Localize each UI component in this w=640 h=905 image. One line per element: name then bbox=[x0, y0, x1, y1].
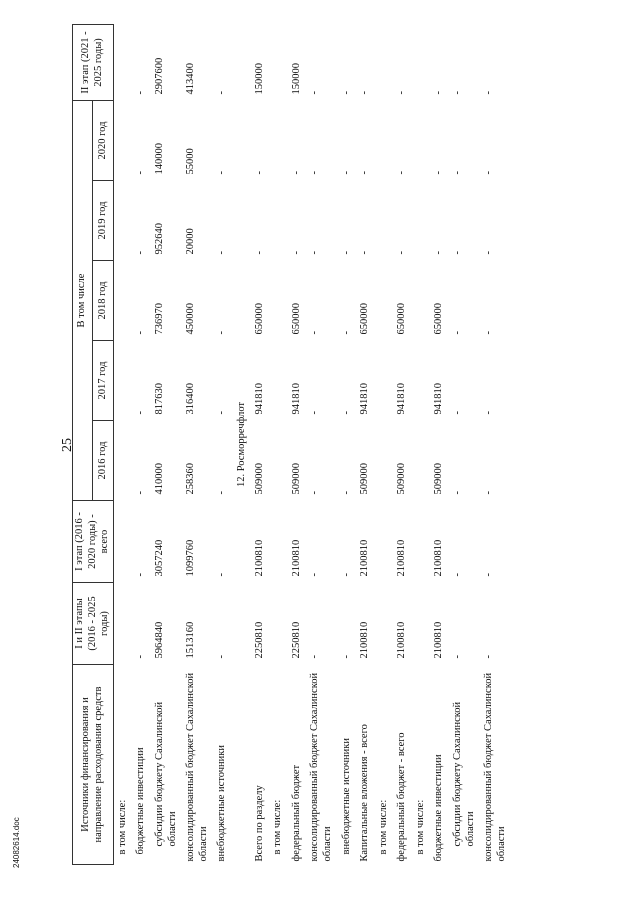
table-row bbox=[269, 25, 288, 865]
value-cell bbox=[375, 421, 394, 501]
value-cell bbox=[412, 101, 431, 181]
value-cell: 941810 bbox=[433, 383, 445, 415]
value-cell: - bbox=[309, 655, 321, 659]
value-cell: - bbox=[309, 573, 321, 577]
value-cell: 650000 bbox=[253, 303, 265, 335]
value-cell: 2100810 bbox=[433, 539, 445, 577]
row-label: субсидии бюджету Сахалинской области bbox=[452, 701, 476, 847]
value-cell: 150000 bbox=[290, 63, 302, 95]
value-cell: 2100810 bbox=[359, 539, 371, 577]
value-cell: - bbox=[216, 171, 228, 175]
value-cell: - bbox=[340, 331, 352, 335]
row-label: консолидированный бюджет Сахалинской области bbox=[309, 672, 333, 862]
value-cell: - bbox=[309, 411, 321, 415]
value-cell: - bbox=[135, 331, 147, 335]
value-cell: 2100810 bbox=[396, 539, 408, 577]
value-cell: - bbox=[309, 331, 321, 335]
value-cell: - bbox=[340, 573, 352, 577]
value-cell bbox=[269, 583, 288, 665]
value-cell bbox=[375, 501, 394, 583]
header-total: I и II этапы (2016 - 2025 годы) bbox=[73, 583, 114, 665]
value-cell: - bbox=[452, 573, 464, 577]
header-year: 2017 год bbox=[93, 341, 113, 421]
value-cell: - bbox=[340, 655, 352, 659]
value-cell: 650000 bbox=[433, 303, 445, 335]
row-label: федеральный бюджет bbox=[290, 764, 302, 862]
row-label: консолидированный бюджет Сахалинской области bbox=[483, 672, 507, 862]
header-year: 2016 год bbox=[93, 421, 113, 501]
value-cell: - bbox=[483, 655, 495, 659]
value-cell: 2100810 bbox=[433, 621, 445, 659]
value-cell: 509000 bbox=[396, 463, 408, 495]
table-row bbox=[151, 25, 182, 865]
value-cell bbox=[113, 341, 132, 421]
value-cell bbox=[375, 261, 394, 341]
table-row bbox=[338, 25, 357, 865]
value-cell bbox=[375, 101, 394, 181]
value-cell: - bbox=[135, 411, 147, 415]
value-cell: 258360 bbox=[185, 463, 197, 495]
value-cell: - bbox=[135, 91, 147, 95]
row-label: консолидированный бюджет Сахалинской области bbox=[185, 672, 209, 862]
value-cell: 1513160 bbox=[185, 621, 197, 659]
table-row bbox=[288, 25, 307, 865]
value-cell: 941810 bbox=[253, 383, 265, 415]
value-cell: 2100810 bbox=[253, 539, 265, 577]
row-label: в том числе: bbox=[272, 799, 284, 855]
value-cell: - bbox=[452, 331, 464, 335]
table-body-top bbox=[113, 25, 232, 865]
table-row bbox=[393, 25, 412, 865]
table-row bbox=[213, 25, 232, 865]
table-row bbox=[113, 25, 132, 865]
value-cell: - bbox=[290, 171, 302, 175]
value-cell: - bbox=[359, 91, 371, 95]
value-cell: - bbox=[135, 171, 147, 175]
value-cell: 55000 bbox=[185, 148, 197, 175]
value-cell bbox=[113, 261, 132, 341]
value-cell bbox=[269, 421, 288, 501]
header-stage1: I этап (2016 - 2020 годы) - всего bbox=[73, 501, 114, 583]
value-cell: 650000 bbox=[290, 303, 302, 335]
value-cell: 2100810 bbox=[290, 539, 302, 577]
value-cell bbox=[269, 25, 288, 101]
value-cell: - bbox=[216, 655, 228, 659]
header-including: В том числе bbox=[73, 101, 93, 501]
value-cell bbox=[113, 25, 132, 101]
value-cell bbox=[375, 25, 394, 101]
value-cell: - bbox=[483, 171, 495, 175]
value-cell bbox=[412, 261, 431, 341]
value-cell: 509000 bbox=[290, 463, 302, 495]
table-row bbox=[480, 25, 511, 865]
value-cell: - bbox=[483, 331, 495, 335]
value-cell bbox=[113, 181, 132, 261]
value-cell: - bbox=[216, 491, 228, 495]
value-cell: - bbox=[253, 171, 265, 175]
value-cell bbox=[412, 25, 431, 101]
value-cell: - bbox=[452, 91, 464, 95]
value-cell: 941810 bbox=[396, 383, 408, 415]
row-label: федеральный бюджет - всего bbox=[396, 732, 408, 862]
value-cell: - bbox=[452, 251, 464, 255]
table-body-section bbox=[251, 25, 512, 865]
value-cell bbox=[269, 101, 288, 181]
page-number: 25 bbox=[60, 438, 75, 452]
value-cell: - bbox=[135, 251, 147, 255]
value-cell: 2100810 bbox=[359, 621, 371, 659]
value-cell bbox=[412, 501, 431, 583]
value-cell bbox=[412, 421, 431, 501]
row-label: Всего по разделу bbox=[253, 785, 265, 862]
table-row bbox=[430, 25, 449, 865]
value-cell: 941810 bbox=[290, 383, 302, 415]
header-stage2: II этап (2021 - 2025 годы) bbox=[73, 25, 114, 101]
value-cell: 5964840 bbox=[153, 621, 165, 659]
value-cell: - bbox=[253, 251, 265, 255]
value-cell: - bbox=[216, 573, 228, 577]
row-label: в том числе: bbox=[414, 799, 426, 855]
value-cell: 1099760 bbox=[185, 539, 197, 577]
value-cell: 450000 bbox=[185, 303, 197, 335]
rotated-document-sheet bbox=[60, 25, 590, 865]
table-row bbox=[375, 25, 394, 865]
value-cell bbox=[269, 181, 288, 261]
value-cell: - bbox=[483, 573, 495, 577]
header-year: 2020 год bbox=[93, 101, 113, 181]
value-cell bbox=[412, 341, 431, 421]
value-cell: - bbox=[216, 251, 228, 255]
value-cell: - bbox=[309, 491, 321, 495]
table-section-header bbox=[232, 25, 251, 865]
value-cell: 2100810 bbox=[396, 621, 408, 659]
value-cell: - bbox=[452, 491, 464, 495]
value-cell: 2250810 bbox=[290, 621, 302, 659]
value-cell: 941810 bbox=[359, 383, 371, 415]
value-cell: - bbox=[216, 91, 228, 95]
value-cell: 20000 bbox=[185, 228, 197, 255]
value-cell: 2907600 bbox=[153, 57, 165, 95]
value-cell: - bbox=[359, 171, 371, 175]
value-cell: - bbox=[290, 251, 302, 255]
value-cell bbox=[113, 421, 132, 501]
value-cell bbox=[375, 181, 394, 261]
value-cell: - bbox=[340, 491, 352, 495]
row-label: внебюджетные источники bbox=[216, 744, 228, 862]
table-row bbox=[132, 25, 151, 865]
row-label: в том числе: bbox=[377, 799, 389, 855]
value-cell: - bbox=[309, 251, 321, 255]
value-cell: - bbox=[340, 91, 352, 95]
value-cell bbox=[113, 583, 132, 665]
value-cell bbox=[113, 101, 132, 181]
value-cell: - bbox=[340, 411, 352, 415]
row-label: внебюджетные источники bbox=[340, 737, 352, 855]
value-cell: - bbox=[452, 655, 464, 659]
value-cell: - bbox=[396, 171, 408, 175]
value-cell: - bbox=[216, 411, 228, 415]
table-row bbox=[449, 25, 480, 865]
header-year: 2019 год bbox=[93, 181, 113, 261]
value-cell bbox=[412, 583, 431, 665]
value-cell: - bbox=[483, 251, 495, 255]
value-cell: 2250810 bbox=[253, 621, 265, 659]
table-row bbox=[412, 25, 431, 865]
value-cell: 650000 bbox=[396, 303, 408, 335]
table-row bbox=[182, 25, 213, 865]
value-cell: - bbox=[340, 171, 352, 175]
value-cell bbox=[269, 341, 288, 421]
value-cell bbox=[269, 261, 288, 341]
value-cell bbox=[375, 341, 394, 421]
value-cell: 509000 bbox=[253, 463, 265, 495]
header-source: Источники финансирования и направление расходования средств bbox=[73, 665, 114, 865]
value-cell: 509000 bbox=[359, 463, 371, 495]
value-cell: 316400 bbox=[185, 383, 197, 415]
value-cell: 3057240 bbox=[153, 539, 165, 577]
financing-table bbox=[72, 24, 511, 865]
value-cell: 952640 bbox=[153, 223, 165, 255]
row-label: Капитальные вложения - всего bbox=[359, 724, 371, 862]
value-cell bbox=[412, 181, 431, 261]
value-cell: 736970 bbox=[153, 303, 165, 335]
value-cell: - bbox=[135, 573, 147, 577]
value-cell bbox=[375, 583, 394, 665]
value-cell: - bbox=[396, 91, 408, 95]
value-cell: 817630 bbox=[153, 383, 165, 415]
value-cell: 650000 bbox=[359, 303, 371, 335]
value-cell: 410000 bbox=[153, 463, 165, 495]
table-row bbox=[251, 25, 270, 865]
value-cell: - bbox=[359, 251, 371, 255]
document-code: 24082614.doc bbox=[12, 817, 21, 868]
value-cell: 509000 bbox=[433, 463, 445, 495]
value-cell: - bbox=[433, 91, 445, 95]
value-cell bbox=[113, 501, 132, 583]
value-cell bbox=[269, 501, 288, 583]
section-row bbox=[232, 25, 251, 865]
section-title: 12. Росморречфлот bbox=[235, 401, 247, 488]
value-cell: 140000 bbox=[153, 143, 165, 175]
value-cell: - bbox=[135, 491, 147, 495]
row-label: в том числе: bbox=[116, 799, 128, 855]
value-cell: - bbox=[340, 251, 352, 255]
row-label: бюджетные инвестиции bbox=[433, 754, 445, 862]
header-year: 2018 год bbox=[93, 261, 113, 341]
value-cell: - bbox=[309, 171, 321, 175]
value-cell: - bbox=[216, 331, 228, 335]
value-cell: - bbox=[309, 91, 321, 95]
value-cell: - bbox=[483, 491, 495, 495]
value-cell: - bbox=[483, 411, 495, 415]
row-label: бюджетные инвестиции bbox=[135, 747, 147, 855]
value-cell: - bbox=[135, 655, 147, 659]
value-cell: 413400 bbox=[185, 63, 197, 95]
value-cell: - bbox=[433, 251, 445, 255]
row-label: субсидии бюджету Сахалинской области bbox=[153, 701, 178, 847]
value-cell: - bbox=[452, 411, 464, 415]
value-cell: - bbox=[483, 91, 495, 95]
value-cell: - bbox=[433, 171, 445, 175]
table-row bbox=[356, 25, 375, 865]
value-cell: - bbox=[396, 251, 408, 255]
table-row bbox=[306, 25, 337, 865]
value-cell: - bbox=[452, 171, 464, 175]
value-cell: 150000 bbox=[253, 63, 265, 95]
